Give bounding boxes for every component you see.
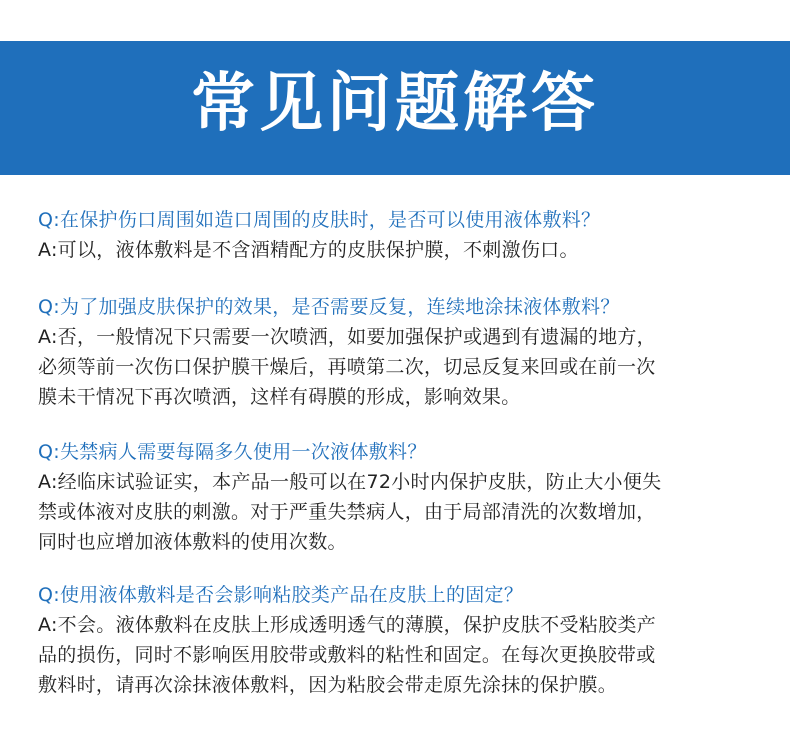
faq-answer-line: A:否，一般情况下只需要一次喷洒，如要加强保护或遇到有遗漏的地方， [38,326,656,348]
header-banner [0,41,790,175]
faq-answer-line: 必须等前一次伤口保护膜干燥后，再喷第二次，切忌反复来回或在前一次 [38,356,656,378]
faq-answer-line: A:不会。液体敷料在皮肤上形成透明透气的薄膜，保护皮肤不受粘胶类产 [38,614,656,636]
faq-answer-line: 品的损伤，同时不影响医用胶带或敷料的粘性和固定。在每次更换胶带或 [38,644,656,666]
faq-question: Q:使用液体敷料是否会影响粘胶类产品在皮肤上的固定？ [38,584,524,606]
faq-answer [38,467,758,557]
faq-answer [38,322,758,412]
faq-answer-line: 膜未干情况下再次喷洒，这样有碍膜的形成，影响效果。 [38,386,521,408]
faq-answer [38,610,758,700]
faq-item [38,580,758,700]
faq-item [38,437,758,557]
faq-answer-line: A:可以，液体敷料是不含酒精配方的皮肤保护膜，不刺激伤口。 [38,239,579,261]
faq-answer [38,235,758,265]
faq-answer-line: 敷料时，请再次涂抹液体敷料，因为粘胶会带走原先涂抹的保护膜。 [38,674,618,696]
faq-answer-line: 禁或体液对皮肤的刺激。对于严重失禁病人，由于局部清洗的次数增加， [38,501,656,523]
faq-question: Q:在保护伤口周围如造口周围的皮肤时，是否可以使用液体敷料？ [38,209,601,231]
faq-question: Q:为了加强皮肤保护的效果，是否需要反复，连续地涂抹液体敷料？ [38,296,620,318]
faq-item [38,205,758,265]
faq-answer-line: 同时也应增加液体敷料的使用次数。 [38,531,347,553]
faq-question: Q:失禁病人需要每隔多久使用一次液体敷料？ [38,441,427,463]
faq-answer-line: A:经临床试验证实，本产品一般可以在72小时内保护皮肤，防止大小便失 [38,471,662,493]
page-title: 常见问题解答 [191,67,599,141]
faq-item [38,292,758,412]
